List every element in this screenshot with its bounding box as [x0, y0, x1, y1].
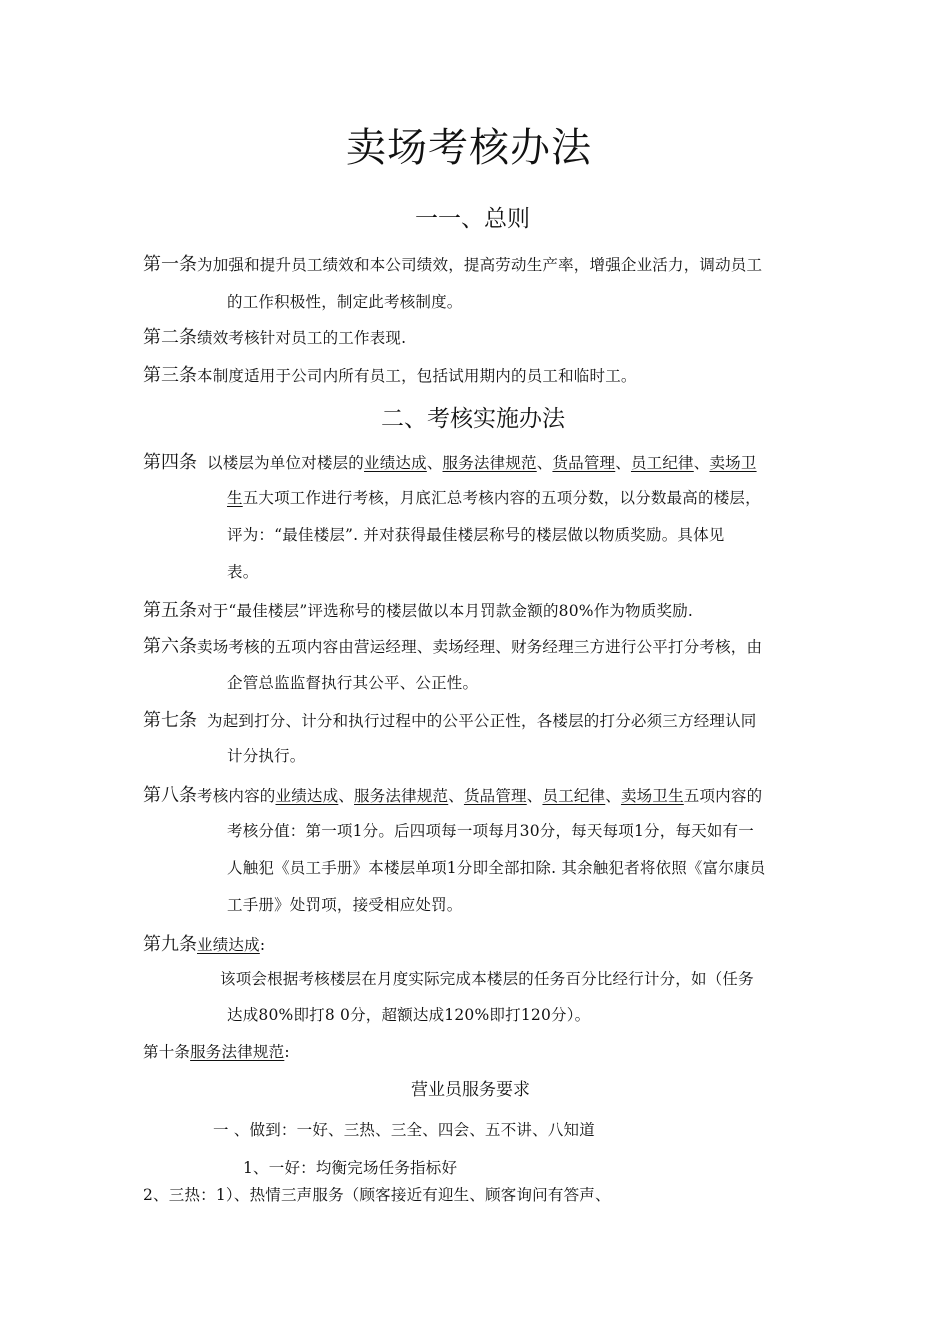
article-7-label: 第七条	[143, 710, 197, 731]
article-8-line2: 考核分值：第一项1分。后四项每一项每月30分，每天每项1分，每天如有一	[227, 822, 754, 840]
separator: 、	[536, 454, 553, 472]
article-7-text-cont: 计分执行。	[227, 747, 306, 765]
article-5-text: 对于“最佳楼层”评选称号的楼层做以本月罚款金额的80%作为物质奖励.	[197, 602, 694, 620]
item-service: 服务法律规范	[354, 787, 449, 805]
article-9-colon: :	[259, 936, 266, 954]
service-line-3: 2、三热：1）、热情三声服务（顾客接近有迎生、顾客询问有答声、	[143, 1186, 611, 1204]
item-hygiene: 卖场卫	[709, 454, 757, 472]
item-hygiene-cont: 生	[227, 489, 243, 507]
item-performance: 业绩达成	[275, 787, 339, 805]
article-7	[143, 706, 757, 732]
article-8	[143, 781, 762, 807]
item-hygiene: 卖场卫生	[620, 787, 684, 805]
article-10-label: 第十条	[143, 1043, 191, 1061]
article-9-line1: 该项会根据考核楼层在月度实际完成本楼层的任务百分比经行计分，如（任务	[220, 970, 754, 988]
article-6-text: 卖场考核的五项内容由营运经理、卖场经理、财务经理三方进行公平打分考核，由	[197, 638, 763, 656]
article-10	[143, 1040, 290, 1062]
article-4-l2-text: 五大项工作进行考核，月底汇总考核内容的五项分数，以分数最高的楼层，	[242, 489, 761, 507]
item-performance: 业绩达成	[364, 454, 427, 472]
service-line-1: 一 、做到：一好、三热、三全、四会、五不讲、八知道	[213, 1121, 595, 1139]
article-2	[143, 323, 406, 349]
article-1	[143, 250, 762, 276]
service-line-2: 1、一好：均衡完场任务指标好	[243, 1159, 458, 1177]
article-8-tail: 五项内容的	[683, 787, 763, 805]
item-goods: 货品管理	[552, 454, 616, 472]
article-6	[143, 632, 762, 658]
article-8-line3: 人触犯《员工手册》本楼层单项1分即全部扣除. 其余触犯者将依照《富尔康员	[227, 859, 766, 877]
item-service: 服务法律规范	[442, 454, 537, 472]
separator: 、	[448, 787, 464, 805]
article-4	[143, 448, 757, 474]
separator: 、	[693, 454, 710, 472]
article-4-label: 第四条	[143, 452, 197, 473]
article-8-label: 第八条	[143, 785, 197, 806]
article-9-label: 第九条	[143, 934, 197, 955]
article-9	[143, 930, 265, 956]
article-4-line3: 评为：“最佳楼层”. 并对获得最佳楼层称号的楼层做以物质奖励。具体见	[227, 526, 725, 544]
article-1-text: 为加强和提升员工绩效和本公司绩效，提高劳动生产率，增强企业活力，调动员工	[197, 256, 763, 274]
article-5	[143, 596, 693, 622]
article-1-label: 第一条	[143, 254, 197, 275]
article-9-line2: 达成80%即打8 0分，超额达成120%即打120分）。	[227, 1006, 591, 1024]
item-performance: 业绩达成	[197, 936, 260, 954]
separator: 、	[605, 787, 621, 805]
section-heading-general: 一一、总则	[415, 206, 530, 232]
article-4-line4: 表。	[227, 563, 259, 581]
article-2-label: 第二条	[143, 327, 197, 348]
item-discipline: 员工纪律	[630, 454, 694, 472]
article-3	[143, 361, 637, 387]
article-10-colon: :	[284, 1043, 290, 1061]
service-requirements-heading: 营业员服务要求	[411, 1080, 530, 1100]
article-4-line2	[227, 486, 761, 508]
article-7-text: 为起到打分、计分和执行过程中的公平公正性，各楼层的打分必须三方经理认同	[207, 712, 757, 730]
separator: 、	[338, 787, 355, 805]
document-title: 卖场考核办法	[346, 125, 592, 171]
separator: 、	[426, 454, 443, 472]
separator: 、	[526, 787, 543, 805]
article-2-text: 绩效考核针对员工的工作表现.	[197, 329, 407, 347]
article-6-label: 第六条	[143, 636, 197, 657]
article-8-intro: 考核内容的	[197, 787, 276, 805]
item-service: 服务法律规范	[190, 1043, 285, 1061]
article-1-text-cont: 的工作积极性，制定此考核制度。	[227, 293, 463, 311]
article-5-label: 第五条	[143, 600, 197, 621]
section-heading-implementation: 二、考核实施办法	[381, 406, 565, 432]
article-6-text-cont: 企管总监监督执行其公平、公正性。	[227, 674, 479, 692]
article-4-intro: 以楼层为单位对楼层的	[207, 454, 365, 472]
item-discipline: 员工纪律	[542, 787, 606, 805]
separator: 、	[615, 454, 631, 472]
article-3-text: 本制度适用于公司内所有员工，包括试用期内的员工和临时工。	[197, 367, 637, 385]
article-8-line4: 工手册》处罚项，接受相应处罚。	[227, 896, 463, 914]
item-goods: 货品管理	[463, 787, 527, 805]
article-3-label: 第三条	[143, 365, 197, 386]
